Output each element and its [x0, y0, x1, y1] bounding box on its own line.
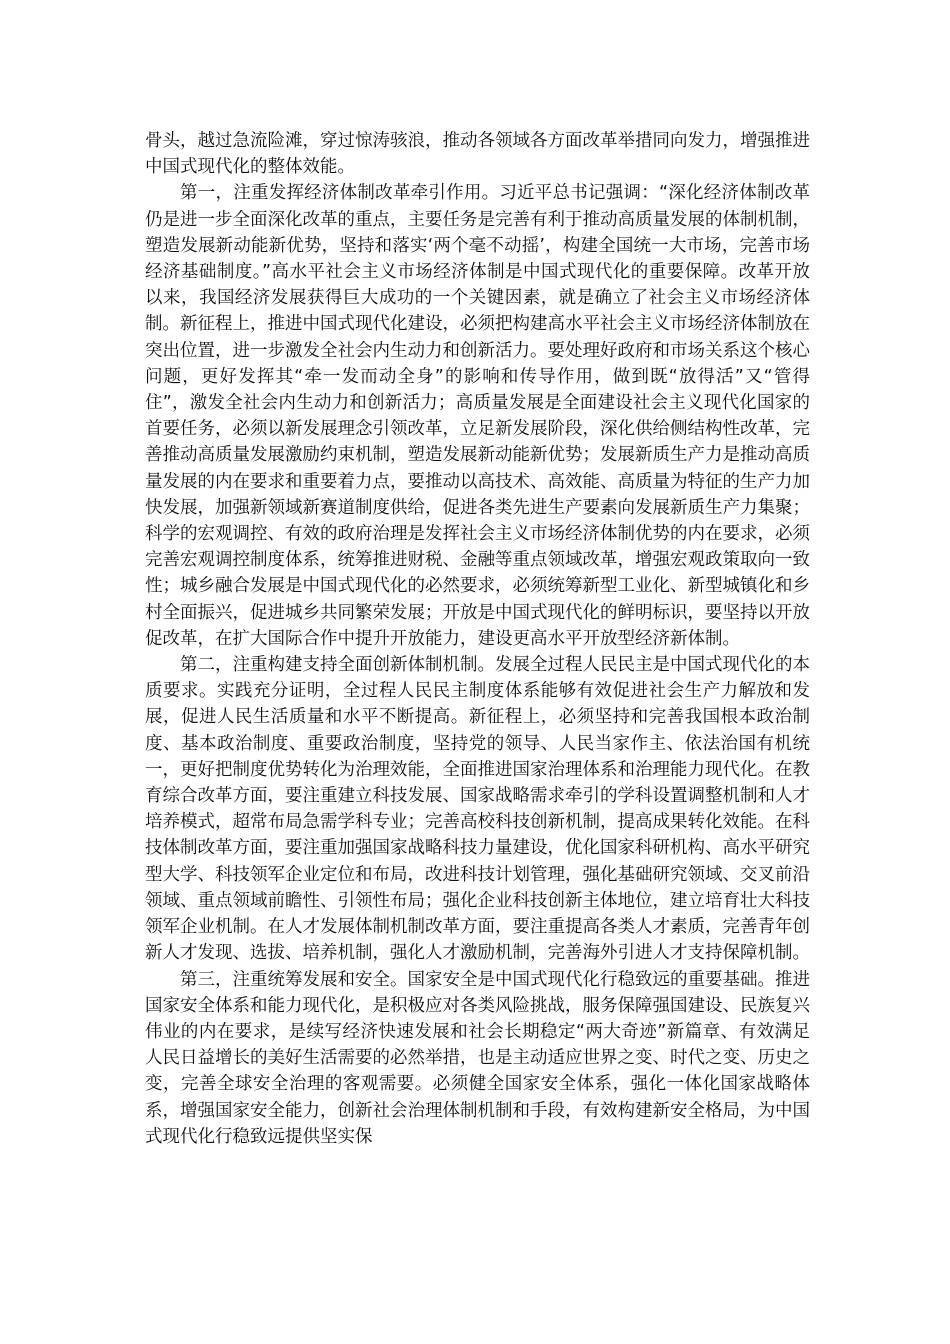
paragraph-first-point: 第一，注重发挥经济体制改革牵引作用。习近平总书记强调：“深化经济体制改革仍是进一步全面深化改革的重点，主要任务是完善有利于推动高质量发展的体制机制，塑造发展新动能新优势，坚持和落实‘两个毫不动摇’，构建全国统一大市场，完善市场经济基础制度。”高水平社会主义市场经济体制是中国式现代化的重要保障。改革开放以来，我国经济发展获得巨大成功的一个关键因素，就是确立了社会主义市场经济体制。新征程上，推进中国式现代化建设，必须把构建高水平社会主义市场经济体制放在突出位置，进一步激发全社会内生动力和创新活力。要处理好政府和市场关系这个核心问题，更好发挥其“牵一发而动全身”的影响和传导作用，做到既“放得活”又“管得住”，激发全社会内生动力和创新活力；高质量发展是全面建设社会主义现代化国家的首要任务，必须以新发展理念引领改革，立足新发展阶段，深化供给侧结构性改革，完善推动高质量发展激励约束机制，塑造发展新动能新优势；发展新质生产力是推动高质量发展的内在要求和重要着力点，要推动以高技术、高效能、高质量为特征的生产力加快发展，加强新领域新赛道制度供给，促进各类先进生产要素向发展新质生产力集聚；科学的宏观调控、有效的政府治理是发挥社会主义市场经济体制优势的内在要求，必须完善宏观调控制度体系，统筹推进财税、金融等重点领域改革，增强宏观政策取向一致性；城乡融合发展是中国式现代化的必然要求，必须统筹新型工业化、新型城镇化和乡村全面振兴，促进城乡共同繁荣发展；开放是中国式现代化的鲜明标识，要坚持以开放促改革，在扩大国际合作中提升开放能力，建设更高水平开放型经济新体制。: [145, 183, 810, 649]
document-page: [145, 128, 810, 1150]
paragraph-third-point: 第三，注重统筹发展和安全。国家安全是中国式现代化行稳致远的重要基础。推进国家安全体系和能力现代化，是积极应对各类风险挑战，服务保障强国建设、民族复兴伟业的内在要求，是续写经济快速发展和社会长期稳定“两大奇迹”新篇章、有效满足人民日益增长的美好生活需要的必然举措，也是主动适应世界之变、时代之变、历史之变，完善全球安全治理的客观需要。必须健全国家安全体系，强化一体化国家战略体系，增强国家安全能力，创新社会治理体制机制和手段，有效构建新安全格局，为中国式现代化行稳致远提供坚实保: [145, 969, 810, 1147]
paragraph-continuation: 骨头，越过急流险滩，穿过惊涛骇浪，推动各领域各方面改革举措同向发力，增强推进中国式现代化的整体效能。: [145, 131, 810, 178]
paragraph-second-point: 第二，注重构建支持全面创新体制机制。发展全过程人民民主是中国式现代化的本质要求。实践充分证明，全过程人民民主制度体系能够有效促进社会生产力解放和发展，促进人民生活质量和水平不断提高。新征程上，必须坚持和完善我国根本政治制度、基本政治制度、重要政治制度，坚持党的领导、人民当家作主、依法治国有机统一，更好把制度优势转化为治理效能，全面推进国家治理体系和治理能力现代化。在教育综合改革方面，要注重建立科技发展、国家战略需求牵引的学科设置调整机制和人才培养模式，超常布局急需学科专业；完善高校科技创新机制，提高成果转化效能。在科技体制改革方面，要注重加强国家战略科技力量建设，优化国家科研机构、高水平研究型大学、科技领军企业定位和布局，改进科技计划管理，强化基础研究领域、交叉前沿领域、重点领域前瞻性、引领性布局；强化企业科技创新主体地位，建立培育壮大科技领军企业机制。在人才发展体制机制改革方面，要注重提高各类人才素质，完善青年创新人才发现、选拔、培养机制，强化人才激励机制，完善海外引进人才支持保障机制。: [145, 655, 810, 964]
